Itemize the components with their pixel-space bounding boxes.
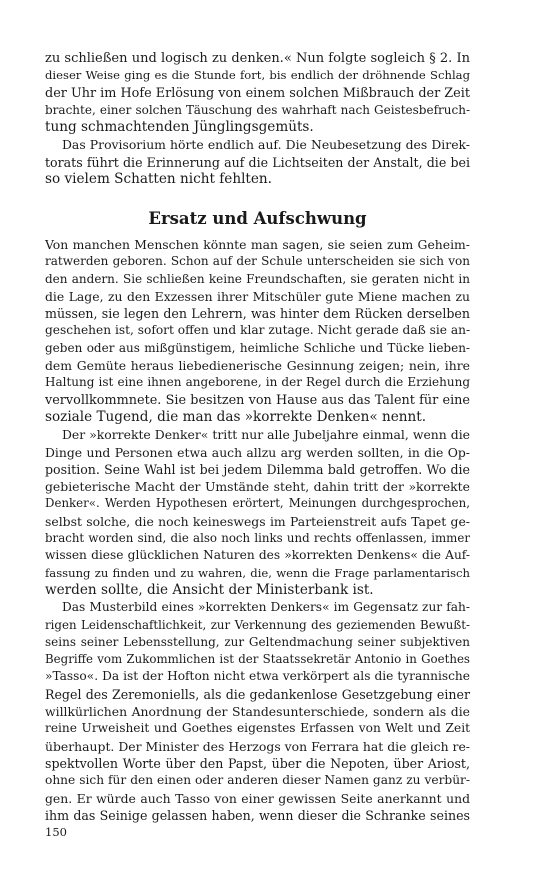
text-line: Begriffe vom Zukommlichen ist der Staatssekretär Antonio in Goethes	[45, 652, 470, 667]
text-line: ohne sich für den einen oder anderen dieser Namen ganz zu verbür-	[45, 773, 470, 788]
text-line: die Lage, zu den Exzessen ihrer Mitschüler gute Miene machen zu	[45, 288, 470, 304]
text-line: werden sollte, die Ansicht der Ministerbank ist.	[45, 581, 374, 598]
text-line: Von manchen Menschen könnte man sagen, sie seien zum Geheim-	[45, 237, 470, 252]
text-line: Haltung ist eine ihnen angeborene, in der Regel durch die Erziehung	[45, 375, 470, 390]
previous-section-text	[45, 50, 470, 188]
section-heading: Ersatz und Aufschwung	[148, 209, 367, 228]
text-line: reine Urweisheit und Goethes eigenstes Erfassen von Welt und Zeit	[45, 721, 470, 736]
text-line: so vielem Schatten nicht fehlten.	[45, 171, 273, 188]
text-line: torats führt die Erinnerung auf die Lichtseiten der Anstalt, die bei	[45, 154, 470, 170]
text-line: tung schmachtenden Jünglingsgemüts.	[45, 119, 314, 136]
text-line: überhaupt. Der Minister des Herzogs von Ferrara hat die gleich re-	[45, 738, 470, 754]
text-line: den andern. Sie schließen keine Freundschaften, sie geraten nicht in	[45, 271, 470, 286]
text-line: ihm das Seinige gelassen haben, wenn dieser die Schranke seines	[45, 807, 470, 823]
text-line: Das Provisorium hörte endlich auf. Die Neubesetzung des Direk-	[62, 137, 470, 153]
text-line: Denker«. Werden Hypothesen erörtert, Meinungen durchgesprochen,	[45, 496, 470, 511]
text-line: position. Seine Wahl ist bei jedem Dilemma bald getroffen. Wo die	[45, 461, 470, 477]
text-line: gebieterische Macht der Umstände steht, dahin tritt der »korrekte	[45, 479, 470, 495]
text-line: willkürlichen Anordnung der Standesunterschiede, sondern als die	[45, 704, 470, 720]
text-line: dem Gemüte heraus liebedienerische Gesinnung zeigen; nein, ihre	[45, 358, 470, 374]
text-line: vervollkommnete. Sie besitzen von Hause aus das Talent für eine	[45, 392, 470, 408]
text-line: brachte, einer solchen Täuschung des wahrhaft nach Geistesbefruch-	[45, 102, 470, 117]
page-number: 150	[45, 825, 67, 839]
text-line: geben oder aus mißgünstigem, heimliche Schliche und Tücke lieben-	[45, 340, 470, 355]
text-line: geschehen ist, sofort offen und klar zutage. Nicht gerade daß sie an-	[45, 323, 471, 338]
text-line: dieser Weise ging es die Stunde fort, bis endlich der dröhnende Schlag	[45, 68, 470, 83]
text-line: wissen diese glücklichen Naturen des »korrekten Denkens« die Auf-	[45, 548, 470, 563]
text-line: müssen, sie legen den Lehrern, was hinter dem Rücken derselben	[45, 306, 470, 322]
text-line: ratwerden geboren. Schon auf der Schule unterscheiden sie sich von	[45, 254, 470, 269]
text-line: Das Musterbild eines »korrekten Denkers« im Gegensatz zur fah-	[62, 600, 470, 615]
text-line: seins seiner Lebensstellung, zur Geltendmachung seiner subjektiven	[45, 634, 470, 649]
text-line: Regel des Zeremoniells, als die gedankenlose Gesetzgebung einer	[45, 686, 470, 702]
text-line: Der »korrekte Denker« tritt nur alle Jubeljahre einmal, wenn die	[62, 427, 470, 443]
text-line: der Uhr im Hofe Erlösung von einem solchen Mißbrauch der Zeit	[45, 85, 470, 101]
section-body-text	[45, 236, 470, 824]
text-line: Dinge und Personen etwa auch allzu arg werden sollten, in die Op-	[45, 444, 470, 460]
text-line: soziale Tugend, die man das »korrekte Denken« nennt.	[45, 408, 427, 425]
text-line: selbst solche, die noch keineswegs im Parteienstreit aufs Tapet ge-	[45, 513, 470, 529]
text-line: fassung zu finden und zu wahren, die, wenn die Frage parlamentarisch	[45, 565, 470, 580]
text-line: rigen Leidenschaftlichkeit, zur Verkennung des geziemenden Bewußt-	[45, 617, 470, 632]
text-line: gen. Er würde auch Tasso von einer gewissen Seite anerkannt und	[45, 790, 470, 806]
text-line: »Tasso«. Da ist der Hofton nicht etwa verkörpert als die tyrannische	[45, 669, 470, 684]
text-line: bracht worden sind, die also noch links und rechts offenlassen, immer	[45, 531, 470, 546]
text-line: zu schließen und logisch zu denken.« Nun folgte sogleich § 2. In	[45, 51, 470, 66]
text-line: spektvollen Worte über den Papst, über die Nepoten, über Ariost,	[45, 755, 470, 771]
